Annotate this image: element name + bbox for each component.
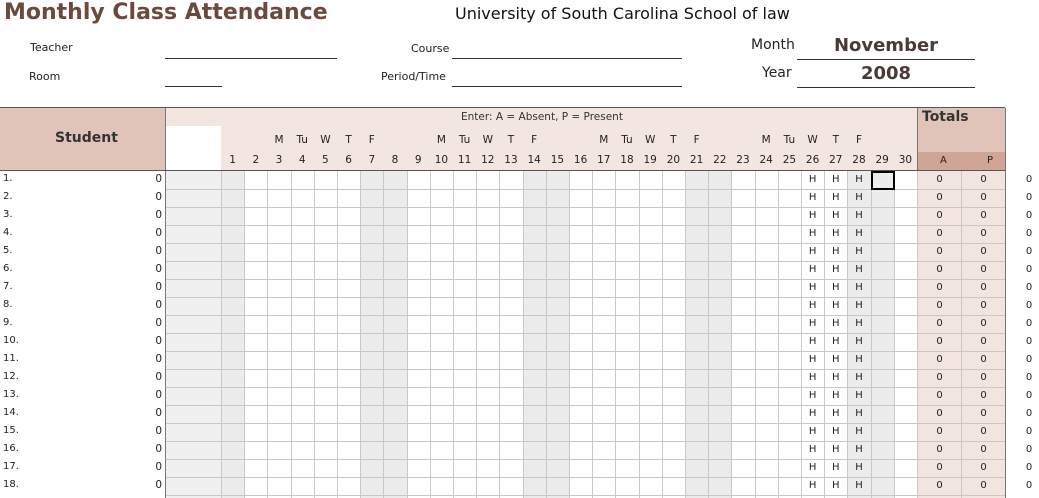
extra-total: 0 bbox=[1025, 480, 1033, 491]
student-count: 0 bbox=[155, 353, 162, 365]
student-header: Student bbox=[55, 130, 118, 146]
row-number: 10. bbox=[3, 335, 19, 346]
grid-vline bbox=[592, 171, 593, 498]
grid-vline bbox=[1005, 108, 1006, 498]
extra-total: 0 bbox=[1025, 174, 1033, 185]
student-count: 0 bbox=[155, 425, 162, 437]
grid-hline bbox=[166, 315, 1005, 316]
total-present: 0 bbox=[980, 408, 987, 419]
instructions-text: Enter: A = Absent, P = Present bbox=[461, 111, 623, 123]
row-number: 13. bbox=[3, 389, 19, 400]
day-letter: M bbox=[761, 134, 771, 146]
row-number: 15. bbox=[3, 425, 19, 436]
total-present: 0 bbox=[980, 462, 987, 473]
grid-vline bbox=[291, 171, 292, 498]
grid-hline bbox=[166, 423, 1005, 424]
holiday-cell[interactable]: H bbox=[855, 174, 863, 185]
grid-vline bbox=[546, 171, 547, 498]
row-number: 9. bbox=[3, 317, 13, 328]
pre-column bbox=[166, 171, 221, 498]
grid-vline bbox=[314, 171, 315, 498]
day-number-2: 2 bbox=[252, 154, 260, 166]
grid-hline bbox=[166, 207, 1005, 208]
student-count: 0 bbox=[155, 191, 162, 203]
total-absent: 0 bbox=[936, 408, 943, 419]
university-name: University of South Carolina School of law bbox=[455, 4, 790, 23]
holiday-cell[interactable]: H bbox=[855, 462, 863, 473]
weekend-column bbox=[685, 171, 708, 498]
holiday-cell[interactable]: H bbox=[808, 480, 817, 491]
holiday-cell[interactable]: H bbox=[808, 336, 817, 347]
day-letter: Tu bbox=[458, 134, 471, 146]
total-present: 0 bbox=[980, 300, 987, 311]
month-value[interactable]: November bbox=[833, 35, 939, 56]
day-letter: F bbox=[531, 134, 538, 146]
holiday-cell[interactable]: H bbox=[808, 264, 817, 275]
grid-hline bbox=[166, 477, 1005, 478]
grid-vline bbox=[778, 171, 779, 498]
selected-cell[interactable] bbox=[871, 171, 895, 190]
day-letter: T bbox=[507, 134, 515, 146]
row-number: 12. bbox=[3, 371, 19, 382]
total-absent: 0 bbox=[936, 390, 943, 401]
total-present: 0 bbox=[980, 246, 987, 257]
grid-hline bbox=[166, 405, 1005, 406]
total-present: 0 bbox=[980, 426, 987, 437]
row-number: 3. bbox=[3, 209, 13, 220]
course-field[interactable] bbox=[452, 58, 682, 59]
grid-hline bbox=[166, 351, 1005, 352]
grid-vline bbox=[383, 171, 384, 498]
holiday-cell[interactable]: H bbox=[832, 228, 840, 239]
grid-vline bbox=[453, 171, 454, 498]
row-number: 5. bbox=[3, 245, 13, 256]
holiday-cell[interactable]: H bbox=[832, 174, 840, 185]
holiday-cell[interactable]: H bbox=[808, 228, 817, 239]
day-number-19: 19 bbox=[643, 154, 657, 166]
row-number: 17. bbox=[3, 461, 19, 472]
col-p-header: P bbox=[987, 155, 994, 166]
holiday-cell[interactable]: H bbox=[855, 282, 863, 293]
weekend-column bbox=[546, 171, 569, 498]
student-count: 0 bbox=[155, 479, 162, 491]
student-count: 0 bbox=[155, 461, 162, 473]
total-absent: 0 bbox=[936, 210, 943, 221]
month-underline bbox=[797, 59, 975, 60]
holiday-cell[interactable]: H bbox=[855, 372, 863, 383]
extra-total: 0 bbox=[1025, 408, 1033, 419]
room-label: Room bbox=[29, 70, 61, 83]
holiday-cell[interactable]: H bbox=[832, 408, 840, 419]
page-title: Monthly Class Attendance bbox=[4, 0, 328, 25]
day-letter: T bbox=[832, 134, 839, 146]
holiday-cell[interactable]: H bbox=[855, 300, 863, 311]
day-letter: F bbox=[368, 134, 375, 146]
total-absent: 0 bbox=[936, 336, 943, 347]
total-absent: 0 bbox=[936, 480, 943, 491]
holiday-cell[interactable]: H bbox=[832, 462, 840, 473]
extra-total: 0 bbox=[1025, 318, 1033, 329]
holiday-cell[interactable]: H bbox=[808, 444, 817, 455]
grid-vline bbox=[523, 171, 524, 498]
student-count: 0 bbox=[155, 173, 162, 185]
student-count: 0 bbox=[155, 443, 162, 455]
grid-hline bbox=[166, 459, 1005, 460]
total-present: 0 bbox=[980, 192, 987, 203]
total-absent: 0 bbox=[936, 192, 943, 203]
holiday-cell[interactable]: H bbox=[808, 354, 817, 365]
holiday-cell[interactable]: H bbox=[832, 372, 840, 383]
day-number-5: 5 bbox=[322, 154, 329, 166]
weekend-column bbox=[360, 171, 383, 498]
holiday-cell[interactable]: H bbox=[832, 354, 840, 365]
extra-total: 0 bbox=[1025, 336, 1033, 347]
extra-total: 0 bbox=[1025, 390, 1033, 401]
holiday-cell[interactable]: H bbox=[808, 300, 817, 311]
day-number-21: 21 bbox=[689, 154, 704, 166]
day-letter: T bbox=[670, 134, 677, 146]
totals-header: Totals bbox=[922, 109, 969, 125]
total-present: 0 bbox=[980, 390, 987, 401]
row-number: 1. bbox=[3, 173, 13, 184]
holiday-cell[interactable]: H bbox=[808, 462, 817, 473]
day-number-16: 16 bbox=[573, 154, 588, 166]
extra-total: 0 bbox=[1025, 372, 1033, 383]
holiday-cell[interactable]: H bbox=[808, 192, 817, 203]
total-absent: 0 bbox=[936, 264, 943, 275]
student-count: 0 bbox=[155, 209, 162, 221]
grid-vline bbox=[894, 171, 895, 498]
total-absent: 0 bbox=[936, 426, 943, 437]
holiday-cell[interactable]: H bbox=[832, 210, 840, 221]
grid-vline bbox=[407, 171, 408, 498]
day-letter: Tu bbox=[783, 134, 796, 146]
holiday-cell[interactable]: H bbox=[808, 372, 817, 383]
holiday-cell[interactable]: H bbox=[832, 318, 840, 329]
day-number-30: 30 bbox=[898, 154, 913, 166]
day-number-11: 11 bbox=[457, 154, 472, 166]
holiday-cell[interactable]: H bbox=[855, 444, 863, 455]
weekend-column bbox=[523, 171, 546, 498]
extra-total: 0 bbox=[1025, 282, 1033, 293]
day-number-12: 12 bbox=[481, 154, 495, 166]
grid-vline bbox=[476, 171, 477, 498]
row-number: 18. bbox=[3, 479, 19, 490]
total-present: 0 bbox=[980, 264, 987, 275]
day-number-23: 23 bbox=[736, 154, 750, 166]
day-number-9: 9 bbox=[414, 154, 422, 166]
holiday-cell[interactable]: H bbox=[832, 390, 840, 401]
grid-hline bbox=[166, 279, 1005, 280]
grid-hline bbox=[166, 243, 1005, 244]
day-number-7: 7 bbox=[368, 154, 376, 166]
weekend-column bbox=[708, 171, 731, 498]
grid-hline bbox=[166, 261, 1005, 262]
extra-total: 0 bbox=[1025, 228, 1033, 239]
student-count: 0 bbox=[155, 317, 162, 329]
day-number-4: 4 bbox=[298, 154, 306, 166]
student-count: 0 bbox=[155, 281, 162, 293]
total-absent: 0 bbox=[936, 462, 943, 473]
grid-hline bbox=[166, 225, 1005, 226]
holiday-cell[interactable]: H bbox=[808, 318, 817, 329]
holiday-cell[interactable]: H bbox=[855, 228, 863, 239]
total-present: 0 bbox=[980, 336, 987, 347]
holiday-cell[interactable]: H bbox=[832, 282, 840, 293]
student-count: 0 bbox=[155, 299, 162, 311]
grid-hline bbox=[166, 297, 1005, 298]
student-count: 0 bbox=[155, 407, 162, 419]
day-number-18: 18 bbox=[620, 154, 634, 166]
grid-vline bbox=[871, 171, 872, 498]
grid-vline bbox=[755, 171, 756, 498]
student-count: 0 bbox=[155, 227, 162, 239]
holiday-cell[interactable]: H bbox=[832, 480, 840, 491]
holiday-cell[interactable]: H bbox=[832, 264, 840, 275]
holiday-cell[interactable]: H bbox=[855, 426, 863, 437]
grid-vline bbox=[685, 171, 686, 498]
day-number-20: 20 bbox=[666, 154, 681, 166]
extra-total: 0 bbox=[1025, 246, 1033, 257]
period-label: Period/Time bbox=[381, 70, 446, 83]
total-present: 0 bbox=[980, 480, 987, 491]
total-present: 0 bbox=[980, 318, 987, 329]
year-label: Year bbox=[762, 65, 792, 81]
student-count: 0 bbox=[155, 263, 162, 275]
total-absent: 0 bbox=[936, 174, 943, 185]
student-count: 0 bbox=[155, 245, 162, 257]
teacher-field[interactable] bbox=[165, 58, 337, 59]
total-present: 0 bbox=[980, 282, 987, 293]
total-absent: 0 bbox=[936, 318, 943, 329]
day-letter: W bbox=[320, 134, 331, 146]
day-number-25: 25 bbox=[782, 154, 797, 166]
row-number: 2. bbox=[3, 191, 13, 202]
extra-total: 0 bbox=[1025, 192, 1033, 203]
student-count: 0 bbox=[155, 389, 162, 401]
teacher-label: Teacher bbox=[30, 41, 73, 54]
grid-vline bbox=[615, 171, 616, 498]
grid-vline bbox=[244, 171, 245, 498]
holiday-cell[interactable]: H bbox=[855, 390, 863, 401]
day-letter: T bbox=[345, 134, 352, 146]
holiday-cell[interactable]: H bbox=[832, 192, 840, 203]
day-number-24: 24 bbox=[759, 154, 773, 166]
holiday-cell[interactable]: H bbox=[855, 210, 863, 221]
row-number: 6. bbox=[3, 263, 13, 274]
day-letter: M bbox=[599, 134, 609, 146]
holiday-cell[interactable]: H bbox=[832, 426, 840, 437]
holiday-cell[interactable]: H bbox=[855, 336, 863, 347]
total-present: 0 bbox=[980, 444, 987, 455]
period-field[interactable] bbox=[452, 86, 682, 87]
holiday-cell[interactable]: H bbox=[808, 210, 817, 221]
holiday-cell[interactable]: H bbox=[855, 408, 863, 419]
total-absent: 0 bbox=[936, 444, 943, 455]
course-label: Course bbox=[411, 42, 450, 55]
extra-total: 0 bbox=[1025, 426, 1033, 437]
grid-vline bbox=[337, 171, 338, 498]
grid-vline bbox=[360, 171, 361, 498]
extra-total: 0 bbox=[1025, 264, 1033, 275]
weekend-column bbox=[383, 171, 406, 498]
holiday-cell[interactable]: H bbox=[855, 246, 863, 257]
holiday-cell[interactable]: H bbox=[832, 300, 840, 311]
total-present: 0 bbox=[980, 354, 987, 365]
holiday-cell[interactable]: H bbox=[808, 408, 817, 419]
grid-vline bbox=[430, 171, 431, 498]
holiday-cell[interactable]: H bbox=[808, 390, 817, 401]
grid-vline bbox=[499, 171, 500, 498]
extra-total: 0 bbox=[1025, 300, 1033, 311]
holiday-cell[interactable]: H bbox=[855, 480, 863, 491]
day-letter: W bbox=[482, 134, 493, 146]
total-absent: 0 bbox=[936, 282, 943, 293]
total-present: 0 bbox=[980, 210, 987, 221]
grid-vline bbox=[731, 171, 732, 498]
day-number-6: 6 bbox=[345, 154, 352, 166]
grid-vline bbox=[662, 171, 663, 498]
holiday-cell[interactable]: H bbox=[832, 444, 840, 455]
weekend-column bbox=[871, 171, 894, 498]
holiday-cell[interactable]: H bbox=[855, 264, 863, 275]
month-label: Month bbox=[751, 37, 795, 53]
row-number: 4. bbox=[3, 227, 13, 238]
day-letter: Tu bbox=[621, 134, 633, 146]
grid-vline bbox=[639, 171, 640, 498]
day-number-26: 26 bbox=[805, 154, 820, 166]
row-number: 14. bbox=[3, 407, 19, 418]
day-letter: M bbox=[274, 134, 284, 146]
day-number-15: 15 bbox=[550, 154, 565, 166]
student-count: 0 bbox=[155, 335, 162, 347]
day-number-29: 29 bbox=[875, 154, 889, 166]
day-number-13: 13 bbox=[504, 154, 518, 166]
day-number-10: 10 bbox=[434, 154, 449, 166]
total-present: 0 bbox=[980, 228, 987, 239]
grid-vline bbox=[221, 171, 222, 498]
grid-vline bbox=[708, 171, 709, 498]
day-number-28: 28 bbox=[852, 154, 866, 166]
holiday-cell[interactable]: H bbox=[808, 426, 817, 437]
total-absent: 0 bbox=[936, 372, 943, 383]
day-number-22: 22 bbox=[713, 154, 727, 166]
day-number-8: 8 bbox=[391, 154, 399, 166]
extra-total: 0 bbox=[1025, 444, 1033, 455]
row-number: 7. bbox=[3, 281, 13, 292]
extra-total: 0 bbox=[1025, 354, 1033, 365]
grid-hline bbox=[166, 369, 1005, 370]
grid-hline bbox=[166, 441, 1005, 442]
row-number: 8. bbox=[3, 299, 13, 310]
day-letter: M bbox=[436, 134, 446, 146]
row-number: 16. bbox=[3, 443, 19, 454]
day-letter: W bbox=[644, 134, 656, 146]
holiday-cell[interactable]: H bbox=[808, 174, 817, 185]
holiday-cell[interactable]: H bbox=[808, 282, 817, 293]
day-letter: F bbox=[693, 134, 700, 146]
grid-hline bbox=[166, 387, 1005, 388]
day-number-27: 27 bbox=[829, 154, 843, 166]
holiday-cell[interactable]: H bbox=[855, 318, 863, 329]
holiday-cell[interactable]: H bbox=[832, 246, 840, 257]
day-letter: F bbox=[855, 134, 862, 146]
year-underline bbox=[797, 87, 975, 88]
extra-total: 0 bbox=[1025, 210, 1033, 221]
total-absent: 0 bbox=[936, 246, 943, 257]
total-absent: 0 bbox=[936, 354, 943, 365]
room-field[interactable] bbox=[165, 86, 222, 87]
day-number-1: 1 bbox=[229, 154, 236, 166]
total-present: 0 bbox=[980, 174, 987, 185]
day-number-17: 17 bbox=[597, 154, 611, 166]
day-number-14: 14 bbox=[527, 154, 541, 166]
total-present: 0 bbox=[980, 372, 987, 383]
holiday-cell[interactable]: H bbox=[808, 246, 817, 257]
day-number-3: 3 bbox=[275, 154, 283, 166]
holiday-cell[interactable]: H bbox=[832, 336, 840, 347]
extra-total: 0 bbox=[1025, 462, 1033, 473]
holiday-cell[interactable]: H bbox=[855, 192, 863, 203]
holiday-cell[interactable]: H bbox=[855, 354, 863, 365]
student-count: 0 bbox=[155, 371, 162, 383]
total-absent: 0 bbox=[936, 228, 943, 239]
day-letter: Tu bbox=[296, 134, 308, 146]
grid-hline bbox=[166, 495, 1005, 496]
year-value[interactable]: 2008 bbox=[860, 63, 912, 84]
weekend-column bbox=[221, 171, 244, 498]
col-a-header: A bbox=[940, 155, 947, 166]
grid-vline bbox=[569, 171, 570, 498]
day-letter: W bbox=[807, 134, 818, 146]
grid-hline bbox=[166, 333, 1005, 334]
row-number: 11. bbox=[3, 353, 19, 364]
grid-vline bbox=[267, 171, 268, 498]
total-absent: 0 bbox=[936, 300, 943, 311]
